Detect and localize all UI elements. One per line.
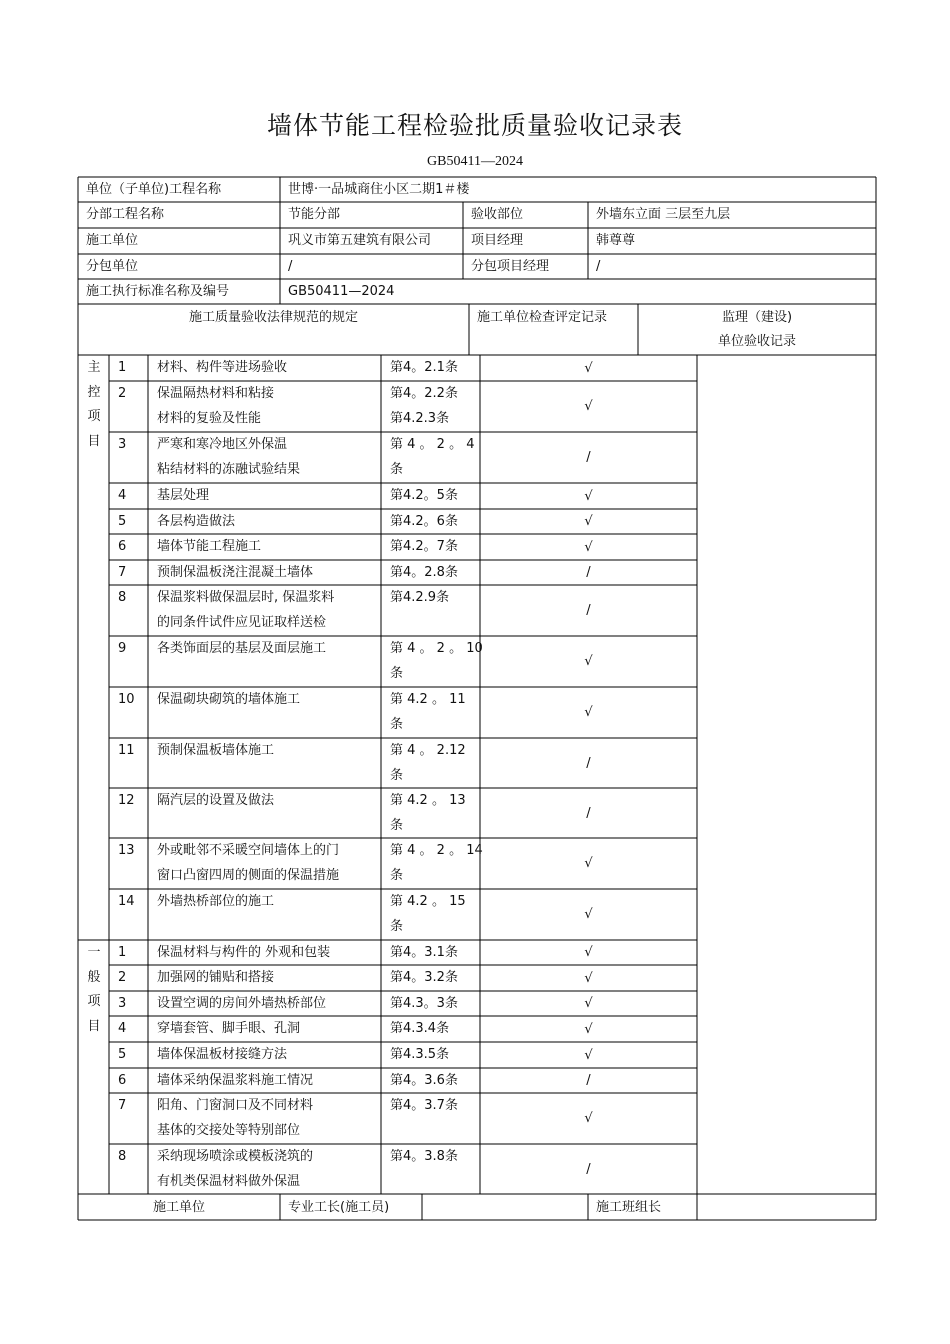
item-result: √ [584,907,593,922]
item-result: / [586,805,591,821]
exec-std-value: GB50411—2024 [288,284,395,299]
item-number: 5 [118,514,127,529]
item-clause: 第 4.2 。 15 [390,894,466,909]
inspect-part-value: 外墙东立面 三层至九层 [596,207,731,222]
item-clause-cont: 条 [390,868,404,883]
col-header-supervise-2: 单位验收记录 [717,334,796,349]
item-number: 11 [118,743,135,758]
item-clause: 第 4.2 。 13 [390,793,466,808]
item-clause-cont: 条 [390,768,404,783]
item-number: 12 [118,793,135,808]
item-description: 预制保温板浇注混凝土墙体 [157,565,314,580]
item-number: 13 [118,843,135,858]
item-clause: 第4.2。5条 [390,488,458,503]
item-result: √ [584,705,593,720]
item-number: 5 [118,1047,127,1062]
item-number: 1 [118,945,127,960]
item-description: 墙体节能工程施工 [157,539,262,554]
footer-team-leader: 施工班组长 [596,1200,662,1215]
item-clause-cont: 条 [390,666,404,681]
pm-value: 韩尊尊 [596,233,636,248]
item-description: 采纳现场喷涂或模板浇筑的 [157,1149,314,1164]
item-number: 7 [118,1098,127,1113]
item-description-cont: 粘结材料的冻融试验结果 [157,462,301,477]
item-result: √ [584,1047,593,1063]
item-description: 外或毗邻不采暖空间墙体上的门 [157,843,340,858]
item-result: / [586,1073,591,1088]
item-description-cont: 有机类保温材料做外保温 [157,1174,301,1189]
item-number: 14 [118,894,135,909]
item-number: 4 [118,488,127,503]
item-clause-cont: 条 [390,717,404,732]
item-result: √ [584,1021,593,1037]
item-clause: 第 4 。 2 。 14 [390,843,483,858]
project-name-label: 单位（子单位)工程名称 [86,182,222,197]
page-title: 墙体节能工程检验批质量验收记录表 [266,111,683,140]
item-number: 9 [118,641,127,656]
contractor-label: 施工单位 [86,233,139,248]
item-description: 穿墙套管、脚手眼、孔洞 [157,1021,301,1036]
item-clause: 第4.3.4条 [390,1021,450,1036]
item-description: 保温隔热材料和粘接 [157,386,275,401]
item-description: 保温砌块砌筑的墙体施工 [157,692,301,707]
item-clause: 第4。3.1条 [390,945,458,960]
contractor-value: 巩义市第五建筑有限公司 [288,233,432,248]
footer-foreman: 专业工长(施工员) [288,1200,390,1215]
col-header-supervise-1: 监理（建设) [721,310,793,325]
item-result: √ [584,360,593,376]
item-description: 各类饰面层的基层及面层施工 [157,641,327,656]
item-result: / [586,565,591,580]
item-number: 10 [118,692,135,707]
col-header-rules: 施工质量验收法律规范的规定 [188,310,358,325]
item-clause-cont: 第4.2.3条 [390,411,450,426]
item-number: 6 [118,539,127,554]
item-result: / [586,450,591,465]
item-description: 保温浆料做保温层时, 保温浆料 [157,590,335,605]
item-description: 保温材料与构件的 外观和包装 [157,945,331,960]
item-number: 7 [118,565,127,580]
standard-code: GB50411—2024 [427,154,523,169]
item-result: √ [584,654,593,669]
subproject-label: 分部工程名称 [86,207,165,222]
exec-std-label: 施工执行标准名称及编号 [86,284,230,299]
main-control-group-label: 主 控 项 目 [87,360,101,450]
item-number: 8 [118,590,127,605]
item-result: / [586,603,591,618]
item-description: 加强网的铺贴和搭接 [157,970,275,985]
item-result: / [586,755,591,771]
item-clause-cont: 条 [390,818,404,833]
item-clause-cont: 条 [390,919,404,934]
item-clause: 第4.3.5条 [390,1047,450,1062]
subcontractor-value: / [288,259,293,274]
item-clause: 第4.2。6条 [390,514,458,529]
item-description: 墙体保温板材接缝方法 [157,1047,288,1062]
general-group-label: 一 般 项 目 [87,945,101,1035]
item-result: √ [584,539,593,555]
item-number: 2 [118,386,127,401]
item-description-cont: 窗口凸窗四周的侧面的保温措施 [157,868,340,883]
item-clause: 第4.3。3条 [390,996,458,1011]
item-description: 设置空调的房间外墙热桥部位 [157,996,327,1011]
item-clause: 第4.2。7条 [390,539,458,554]
item-result: √ [584,399,593,414]
item-number: 3 [118,437,127,452]
item-number: 8 [118,1149,127,1164]
item-clause: 第4。3.8条 [390,1149,458,1164]
item-clause-cont: 条 [390,462,404,477]
item-result: √ [584,996,593,1011]
pm-label: 项目经理 [471,233,524,248]
item-number: 2 [118,970,127,985]
item-number: 1 [118,360,127,375]
item-result: √ [584,1111,593,1126]
subcontractor-label: 分包单位 [86,259,139,274]
item-number: 3 [118,996,127,1011]
item-description: 阳角、门窗洞口及不同材料 [157,1098,314,1113]
item-result: / [586,1161,591,1177]
item-clause: 第4。2.1条 [390,360,458,375]
item-description: 预制保温板墙体施工 [157,743,275,758]
item-description: 隔汽层的设置及做法 [157,793,275,808]
item-clause: 第4。2.8条 [390,565,458,580]
item-clause: 第 4 。 2 。 4 [390,437,475,452]
footer-contractor: 施工单位 [152,1200,205,1215]
item-description-cont: 的同条件试件应见证取样送检 [157,615,327,630]
item-number: 4 [118,1021,127,1036]
item-clause: 第4。3.6条 [390,1073,458,1088]
item-description: 基层处理 [157,488,210,503]
item-clause: 第4。3.7条 [390,1098,458,1113]
item-clause: 第 4.2 。 11 [390,692,466,707]
inspect-part-label: 验收部位 [471,207,524,222]
item-clause: 第 4 。 2.12 [390,743,466,758]
item-result: √ [584,970,593,986]
item-clause: 第4。2.2条 [390,386,458,401]
item-result: √ [584,514,593,529]
item-description: 材料、构件等进场验收 [157,360,288,375]
item-description-cont: 材料的复验及性能 [157,411,262,426]
item-description: 严寒和寒冷地区外保温 [157,437,288,452]
item-clause: 第4。3.2条 [390,970,458,985]
item-description: 外墙热桥部位的施工 [157,894,275,909]
item-description: 各层构造做法 [157,514,236,529]
item-clause: 第 4 。 2 。 10 [390,641,483,656]
item-result: √ [584,488,593,504]
project-name-value: 世博·一品城商住小区二期1＃楼 [288,182,470,197]
col-header-check: 施工单位检查评定记录 [477,310,608,325]
sub-pm-label: 分包项目经理 [471,259,550,274]
item-clause: 第4.2.9条 [390,590,450,605]
item-number: 6 [118,1073,127,1088]
item-result: √ [584,945,593,960]
item-description: 墙体采纳保温浆料施工情况 [157,1073,314,1088]
item-result: √ [584,856,593,871]
subproject-value: 节能分部 [288,207,341,222]
sub-pm-value: / [596,259,601,274]
item-description-cont: 基体的交接处等特别部位 [157,1123,301,1138]
